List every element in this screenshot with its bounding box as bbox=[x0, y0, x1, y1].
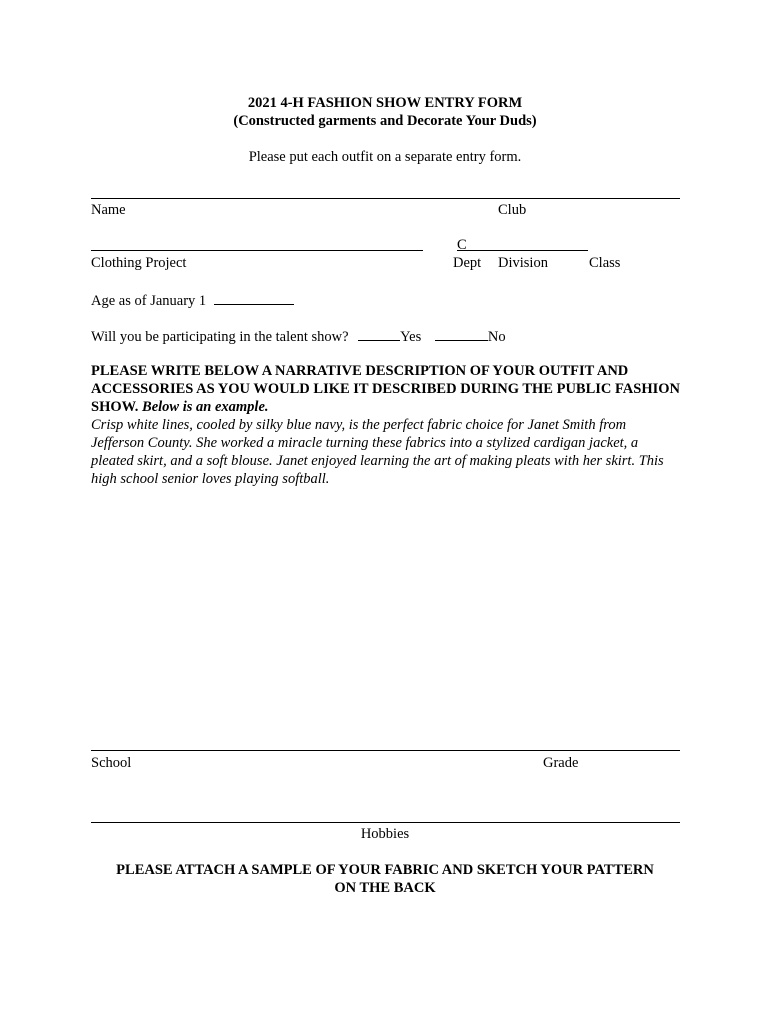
no-blank-line[interactable] bbox=[435, 327, 488, 341]
hobbies-line[interactable] bbox=[91, 822, 680, 823]
dept-code: C bbox=[457, 237, 467, 253]
age-input-line[interactable] bbox=[214, 291, 294, 305]
footer-line-2: ON THE BACK bbox=[334, 880, 436, 896]
talent-row bbox=[91, 327, 506, 346]
age-row bbox=[91, 291, 294, 310]
hobbies-label: Hobbies bbox=[360, 826, 410, 842]
form-title: 2021 4-H FASHION SHOW ENTRY FORM bbox=[247, 95, 523, 111]
name-club-line[interactable] bbox=[91, 198, 680, 199]
form-subtitle: (Constructed garments and Decorate Your Duds) bbox=[233, 113, 537, 129]
example-intro: Below is an example. bbox=[142, 399, 269, 415]
class-label: Class bbox=[589, 255, 621, 271]
division-label: Division bbox=[498, 255, 548, 271]
clothing-project-line[interactable] bbox=[91, 250, 423, 251]
age-label: Age as of January 1 bbox=[91, 293, 207, 309]
name-label: Name bbox=[91, 202, 126, 218]
clothing-project-label: Clothing Project bbox=[91, 255, 187, 271]
no-label: No bbox=[487, 329, 506, 345]
yes-label: Yes bbox=[400, 329, 422, 345]
footer-line-1: PLEASE ATTACH A SAMPLE OF YOUR FABRIC AND SKETCH YOUR PATTERN bbox=[116, 862, 654, 878]
yes-blank-line[interactable] bbox=[358, 327, 400, 341]
form-instruction: Please put each outfit on a separate entry form. bbox=[248, 149, 522, 165]
narrative-heading: PLEASE WRITE BELOW A NARRATIVE DESCRIPTION OF YOUR OUTFIT AND ACCESSORIES AS YOU WOULD LIKE IT DESCRIBED DURING THE PUBLIC FASHION SHOW. bbox=[91, 363, 681, 415]
school-grade-line[interactable] bbox=[91, 750, 680, 751]
school-label: School bbox=[91, 755, 132, 771]
narrative-heading-block bbox=[91, 362, 691, 416]
grade-label: Grade bbox=[543, 755, 579, 771]
division-class-line[interactable] bbox=[457, 250, 588, 251]
dept-label: Dept bbox=[453, 255, 482, 271]
narrative-writing-area[interactable] bbox=[91, 490, 680, 745]
club-label: Club bbox=[498, 202, 527, 218]
example-text: Crisp white lines, cooled by silky blue navy, is the perfect fabric choice for Janet Smith from Jefferson County. She worked a miracle turning these fabrics into a stylized cardigan jacket, a pleated skirt, and a soft blouse. Janet enjoyed learning the art of making pleats with her skirt. This high school senior loves playing softball. bbox=[91, 417, 664, 487]
talent-question: Will you be participating in the talent show? bbox=[91, 329, 349, 345]
